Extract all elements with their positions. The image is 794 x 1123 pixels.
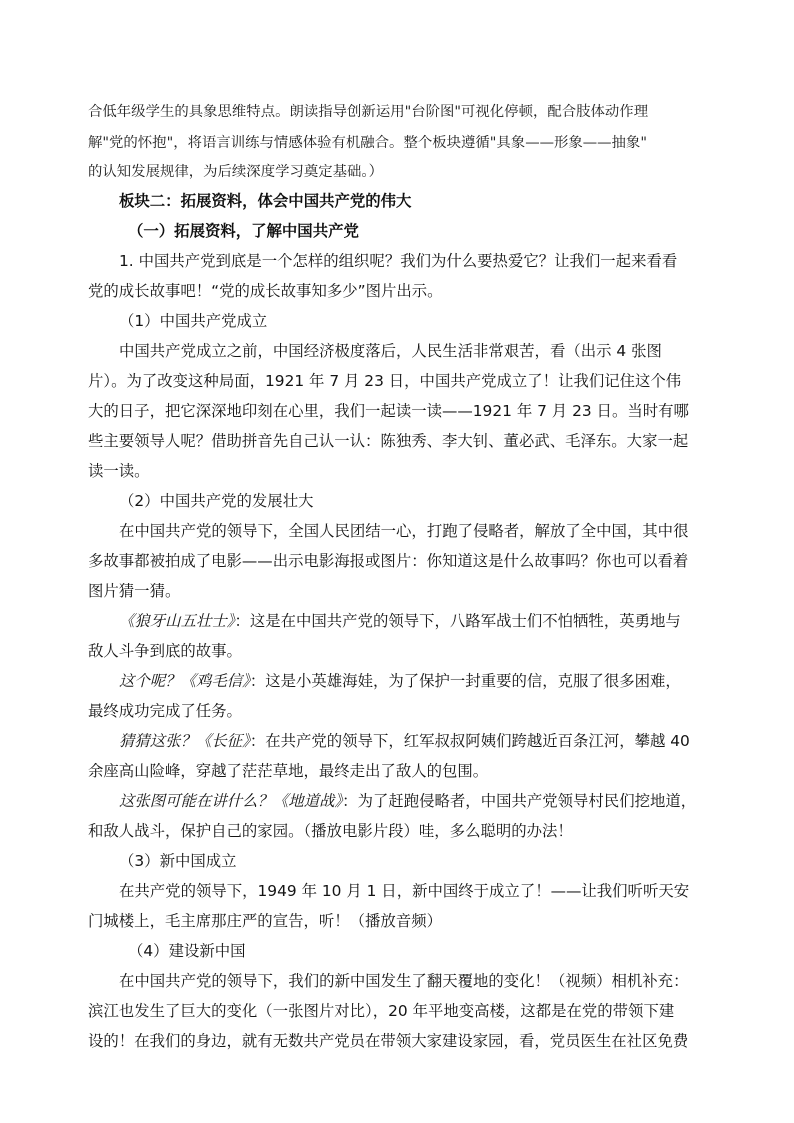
subsection-title: （一）拓展资料，了解中国共产党 (128, 222, 359, 240)
paragraph-text: ：为了赶跑侵略者，中国共产党领导村民们挖地道， (342, 792, 697, 810)
paragraph-line: 在中国共产党的领导下，全国人民团结一心，打跑了侵略者，解放了全中国，其中很 (119, 522, 689, 540)
item-title: （1）中国共产党成立 (119, 312, 268, 330)
paragraph-line: 设的！在我们的身边，就有无数共产党员在带领大家建设家园，看，党员医生在社区免费 (88, 1032, 689, 1050)
paragraph-line: 敌人斗争到底的故事。 (88, 642, 242, 660)
paragraph-line: 门城楼上，毛主席那庄严的宣告，听！（播放音频） (88, 912, 442, 930)
item-title: （4）建设新中国 (128, 942, 246, 960)
paragraph-line: 余座高山险峰，穿越了茫茫草地，最终走出了敌人的包围。 (88, 762, 489, 780)
paragraph-text: ：在共产党的领导下，红军叔叔阿姨们跨越近百条江河，攀越 40 (249, 732, 690, 750)
paragraph-text: ：这是在中国共产党的领导下，八路军战士们不怕牺牲，英勇地与 (234, 612, 681, 630)
paragraph-line: 在中国共产党的领导下，我们的新中国发生了翻天覆地的变化！（视频）相机补充： (119, 972, 689, 990)
item-title: （2）中国共产党的发展壮大 (119, 492, 314, 510)
intro-line: 合低年级学生的具象思维特点。朗读指导创新运用"台阶图"可视化停顿，配合肢体动作理 (88, 104, 649, 120)
paragraph-line: 中国共产党成立之前，中国经济极度落后，人民生活非常艰苦，看（出示 4 张图 (119, 342, 662, 360)
paragraph-line: 最终成功完成了任务。 (88, 702, 242, 720)
paragraph-line: 读一读。 (88, 462, 150, 480)
paragraph-text: ：这是小英雄海娃，为了保护一封重要的信，克服了很多困难， (249, 672, 681, 690)
paragraph-line: 些主要领导人呢？借助拼音先自己认一认：陈独秀、李大钊、董必武、毛泽东。大家一起 (88, 432, 689, 450)
paragraph-line: 多故事都被拍成了电影——出示电影海报或图片：你知道这是什么故事吗？你也可以看着 (88, 552, 689, 570)
movie-title: 猜猜这张？《长征》 (119, 732, 250, 750)
paragraph-line: 党的成长故事吧！“党的成长故事知多少”图片出示。 (88, 282, 443, 300)
movie-title: 这张图可能在讲什么？《地道战》 (119, 792, 343, 810)
intro-line: 解"党的怀抱"，将语言训练与情感体验有机融合。整个板块遵循"具象——形象——抽象" (88, 135, 647, 151)
paragraph-line (119, 734, 690, 749)
paragraph-line: 1. 中国共产党到底是一个怎样的组织呢？我们为什么要热爱它？让我们一起来看看 (119, 252, 678, 270)
movie-title: 《狼牙山五壮士》 (119, 612, 235, 630)
item-title: （3）新中国成立 (119, 852, 237, 870)
paragraph-line: 片）。为了改变这种局面，1921 年 7 月 23 日，中国共产党成立了！让我们记住这个伟 (88, 372, 682, 390)
paragraph-line: 滨江也发生了巨大的变化（一张图片对比），20 年平地变高楼，这都是在党的带领下建 (88, 1002, 675, 1020)
paragraph-line: 图片猜一猜。 (88, 582, 181, 600)
paragraph-line: 在共产党的领导下，1949 年 10 月 1 日，新中国终于成立了！——让我们听听天安 (119, 882, 690, 900)
paragraph-line (119, 674, 681, 689)
paragraph-line: 和敌人战斗，保护自己的家园。（播放电影片段）哇，多么聪明的办法！ (88, 822, 573, 840)
section-title: 板块二：拓展资料，体会中国共产党的伟大 (119, 192, 412, 210)
paragraph-line: 大的日子，把它深深地印刻在心里，我们一起读一读——1921 年 7 月 23 日。当时有哪 (88, 402, 689, 420)
movie-title: 这个呢？《鸡毛信》 (119, 672, 250, 690)
paragraph-line (119, 614, 681, 629)
intro-line: 的认知发展规律，为后续深度学习奠定基础。） (88, 164, 384, 180)
paragraph-line (119, 794, 696, 809)
